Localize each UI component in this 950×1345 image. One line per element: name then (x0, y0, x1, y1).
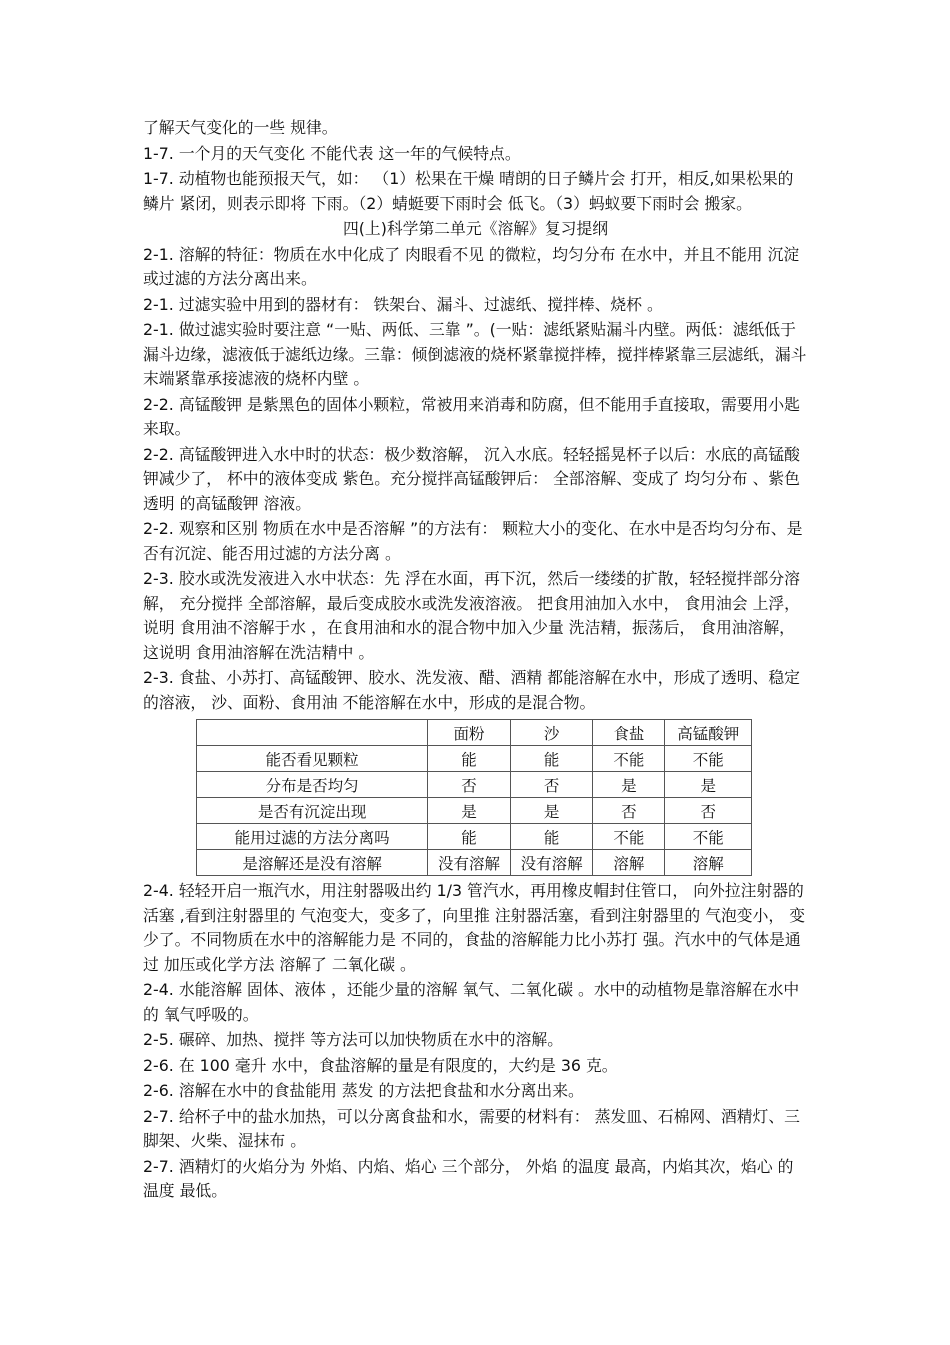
table-cell: 能 (428, 824, 511, 850)
document-body (143, 116, 808, 1205)
comparison-table (196, 719, 752, 876)
table-cell: 能否看见颗粒 (197, 746, 428, 772)
table-cell: 不能 (593, 824, 665, 850)
table-cell: 不能 (665, 746, 752, 772)
text-line: 2-2. 高锰酸钾进入水中时的状态：极少数溶解， 沉入水底。轻轻摇晃杯子以后：水底的高锰酸钾减少了， 杯中的液体变成 紫色。充分搅拌高锰酸钾后： 全部溶解、变成了 均匀分布 、紫色透明 的高锰酸钾 溶液。 (143, 444, 800, 513)
text-line: 了解天气变化的一些 规律。 (143, 118, 338, 137)
table-row (197, 772, 752, 798)
text-line: 2-4. 轻轻开启一瓶汽水，用注射器吸出约 1/3 管汽水，再用橡皮帽封住管口， 向外拉注射器的活塞 ,看到注射器里的 气泡变大，变多了，向里推 注射器活塞，看到注射器里的 气泡变小， 变少了。不同物质在水中的溶解能力是 不同的，食盐的溶解能力比小苏打 强。汽水中的气体是通过 加压或化学方法 溶解了 二氧化碳 。 (143, 881, 806, 974)
table-row (197, 746, 752, 772)
text-line: 2-7. 酒精灯的火焰分为 外焰、内焰、焰心 三个部分， 外焰 的温度 最高，内焰其次，焰心 的温度 最低。 (143, 1156, 794, 1200)
text-line: 2-6. 溶解在水中的食盐能用 蒸发 的方法把食盐和水分离出来。 (143, 1081, 584, 1100)
table-cell: 是 (665, 772, 752, 798)
text-line: 1-7. 一个月的天气变化 不能代表 这一年的气候特点。 (143, 143, 521, 163)
table-header-cell: 食盐 (593, 720, 665, 746)
table-cell: 能 (510, 824, 593, 850)
text-line: 2-6. 在 100 毫升 水中，食盐溶解的量是有限度的，大约是 36 克。 (143, 1055, 618, 1075)
table-cell: 溶解 (665, 850, 752, 876)
table-cell: 否 (428, 772, 511, 798)
table-cell: 否 (665, 798, 752, 824)
table-cell: 是 (428, 798, 511, 824)
table-cell: 溶解 (593, 850, 665, 876)
table-cell: 没有溶解 (428, 850, 511, 876)
table-header-cell (197, 720, 428, 746)
text-line: 2-7. 给杯子中的盐水加热，可以分离食盐和水，需要的材料有： 蒸发皿、石棉网、酒精灯、三脚架、火柴、湿抹布 。 (143, 1106, 800, 1150)
text-line: 2-4. 水能溶解 固体、液体 ，还能少量的溶解 氧气、二氧化碳 。水中的动植物是靠溶解在水中的 氧气呼吸的。 (143, 980, 800, 1024)
table-cell: 能用过滤的方法分离吗 (197, 824, 428, 850)
table-cell: 不能 (593, 746, 665, 772)
table-header-cell: 沙 (510, 720, 593, 746)
table-row (197, 798, 752, 824)
text-line: 2-1. 做过滤实验时要注意 “一贴、两低、三靠 ”。(一贴：滤纸紧贴漏斗内壁。两低：滤纸低于漏斗边缘，滤液低于滤纸边缘。三靠：倾倒滤液的烧杯紧靠搅拌棒，搅拌棒紧靠三层滤纸，漏斗末端紧靠承接滤液的烧杯内壁 。 (143, 320, 807, 388)
text-line: 2-2. 高锰酸钾 是紫黑色的固体小颗粒，常被用来消毒和防腐，但不能用手直接取，需要用小匙来取。 (143, 394, 800, 438)
table-cell: 是 (593, 772, 665, 798)
text-line: 1-7. 动植物也能预报天气，如： （1）松果在干燥 晴朗的日子鳞片会 打开，相反,如果松果的鳞片 紧闭，则表示即将 下雨。（2）蜻蜓要下雨时会 低飞。（3）蚂蚁要下雨时会 搬家。 (143, 169, 794, 213)
table-cell: 是否有沉淀出现 (197, 798, 428, 824)
table-header-cell: 高锰酸钾 (665, 720, 752, 746)
text-line: 2-5. 碾碎、加热、搅拌 等方法可以加快物质在水中的溶解。 (143, 1030, 563, 1049)
table-cell: 没有溶解 (510, 850, 593, 876)
text-line: 2-1. 过滤实验中用到的器材有： 铁架台、漏斗、过滤纸、搅拌棒、烧杯 。 (143, 294, 663, 314)
table-cell: 是溶解还是没有溶解 (197, 850, 428, 876)
table-header-cell: 面粉 (428, 720, 511, 746)
section-title: 四(上)科学第二单元《溶解》复习提纲 (342, 219, 609, 238)
table-row (197, 824, 752, 850)
table-cell: 能 (510, 746, 593, 772)
text-line: 2-1. 溶解的特征：物质在水中化成了 肉眼看不见 的微粒，均匀分布 在水中，并且不能用 沉淀或过滤的方法分离出来。 (143, 244, 800, 288)
text-line: 2-3. 食盐、小苏打、高锰酸钾、胶水、洗发液、醋、酒精 都能溶解在水中，形成了透明、稳定的溶液， 沙、面粉、食用油 不能溶解在水中，形成的是混合物。 (143, 668, 800, 712)
table-row (197, 850, 752, 876)
table-cell: 能 (428, 746, 511, 772)
text-line: 2-2. 观察和区别 物质在水中是否溶解 ”的方法有： 颗粒大小的变化、在水中是否均匀分布、是否有沉淀、能否用过滤的方法分离 。 (143, 519, 803, 563)
table-cell: 不能 (665, 824, 752, 850)
table-cell: 分布是否均匀 (197, 772, 428, 798)
text-line: 2-3. 胶水或洗发液进入水中状态：先 浮在水面，再下沉，然后一缕缕的扩散，轻轻搅拌部分溶解， 充分搅拌 全部溶解，最后变成胶水或洗发液溶液。 把食用油加入水中， 食用油会 上浮，说明 食用油不溶解于水 ，在食用油和水的混合物中加入少量 洗洁精，振荡后， 食用油溶解，这说明 食用油溶解在洗洁精中 。 (143, 569, 800, 662)
table-cell: 否 (510, 772, 593, 798)
table-cell: 是 (510, 798, 593, 824)
table-header-row (197, 720, 752, 746)
table-cell: 否 (593, 798, 665, 824)
